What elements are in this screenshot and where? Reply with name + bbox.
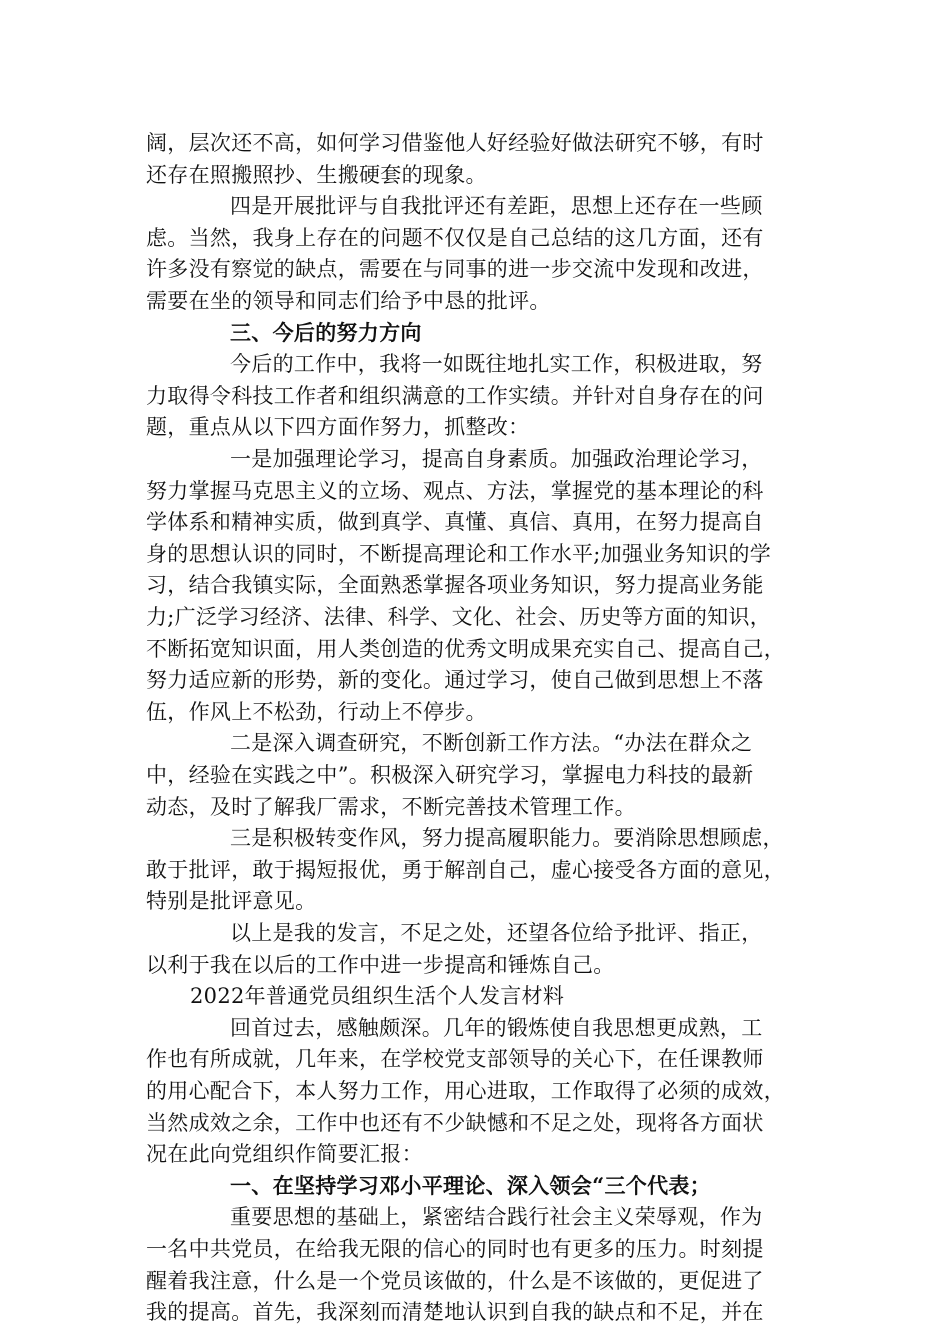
text-line: 题，重点从以下四方面作努力，抓整改：: [146, 415, 530, 440]
paragraph-start: 二是深入调查研究，不断创新工作方法。“办法在群众之: [230, 731, 753, 756]
text-line: 需要在坐的领导和同志们给予中恳的批评。: [146, 289, 551, 313]
text-line: 以利于我在以后的工作中进一步提高和锤炼自己。: [146, 952, 615, 977]
text-line: 学体系和精神实质，做到真学、真懂、真信、真用，在努力提高自: [146, 510, 764, 535]
text-line: 努力掌握马克思主义的立场、观点、方法，掌握党的基本理论的科: [146, 478, 764, 503]
text-line: 况在此向党组织作简要汇报：: [146, 1142, 423, 1167]
text-line: 不断拓宽知识面，用人类创造的优秀文明成果充实自己、提高自己，: [146, 636, 785, 661]
text-line: 伍，作风上不松劲，行动上不停步。: [146, 699, 487, 724]
text-line: 阔，层次还不高，如何学习借鉴他人好经验好做法研究不够，有时: [146, 131, 764, 155]
text-line: 敢于批评，敢于揭短报优，勇于解剖自己，虚心接受各方面的意见，: [146, 857, 785, 882]
text-line: 虑。当然，我身上存在的问题不仅仅是自己总结的这几方面，还有: [146, 225, 764, 250]
paragraph-start: 重要思想的基础上，紧密结合践行社会主义荣辱观，作为: [230, 1205, 763, 1230]
text-line: 习，结合我镇实际，全面熟悉掌握各项业务知识，努力提高业务能: [146, 573, 764, 598]
text-line: 中，经验在实践之中”。积极深入研究学习，掌握电力科技的最新: [146, 763, 754, 787]
text-line: 醒着我注意，什么是一个党员该做的，什么是不该做的，更促进了: [146, 1268, 764, 1293]
paragraph-start: 以上是我的发言，不足之处，还望各位给予批评、指正，: [230, 921, 763, 945]
paragraph-start: 回首过去，感触颇深。几年的锻炼使自我思想更成熟，工: [230, 1015, 763, 1040]
text-line: 努力适应新的形势，新的变化。通过学习，使自己做到思想上不落: [146, 668, 764, 693]
paragraph-start: 一是加强理论学习，提高自身素质。加强政治理论学习，: [230, 447, 763, 471]
text-line: 的用心配合下，本人努力工作，用心进取，工作取得了必须的成效，: [146, 1079, 785, 1103]
section-heading: 一、在坚持学习邓小平理论、深入领会“三个代表；: [230, 1172, 711, 1198]
paragraph-start: 今后的工作中，我将一如既往地扎实工作，积极进取，努: [230, 352, 763, 377]
text-line: 当然成效之余，工作中也还有不少缺憾和不足之处，现将各方面状: [146, 1110, 764, 1135]
text-line: 力取得令科技工作者和组织满意的工作实绩。并针对自身存在的问: [146, 383, 764, 408]
text-line: 一名中共党员，在给我无限的信心的同时也有更多的压力。时刻提: [146, 1237, 764, 1261]
text-line: 动态，及时了解我厂需求，不断完善技术管理工作。: [146, 794, 636, 819]
text-line: 还存在照搬照抄、生搬硬套的现象。: [146, 162, 487, 187]
section-heading: 三、今后的努力方向: [230, 319, 422, 345]
text-line: 特别是批评意见。: [146, 889, 317, 914]
text-line: 我的提高。首先，我深刻而清楚地认识到自我的缺点和不足，并在: [146, 1300, 764, 1325]
text-line: 许多没有察觉的缺点，需要在与同事的进一步交流中发现和改进，: [146, 257, 764, 282]
text-line: 力;广泛学习经济、法律、科学、文化、社会、历史等方面的知识，: [146, 605, 772, 629]
paragraph-start: 四是开展批评与自我批评还有差距，思想上还存在一些顾: [230, 194, 763, 219]
paragraph-start: 三是积极转变作风，努力提高履职能力。要消除思想顾虑，: [230, 826, 784, 851]
text-line: 身的思想认识的同时，不断提高理论和工作水平;加强业务知识的学: [146, 541, 772, 566]
document-title: 2022年普通党员组织生活个人发言材料: [190, 984, 565, 1009]
text-line: 作也有所成就，几年来，在学校党支部领导的关心下，在任课教师: [146, 1047, 764, 1072]
